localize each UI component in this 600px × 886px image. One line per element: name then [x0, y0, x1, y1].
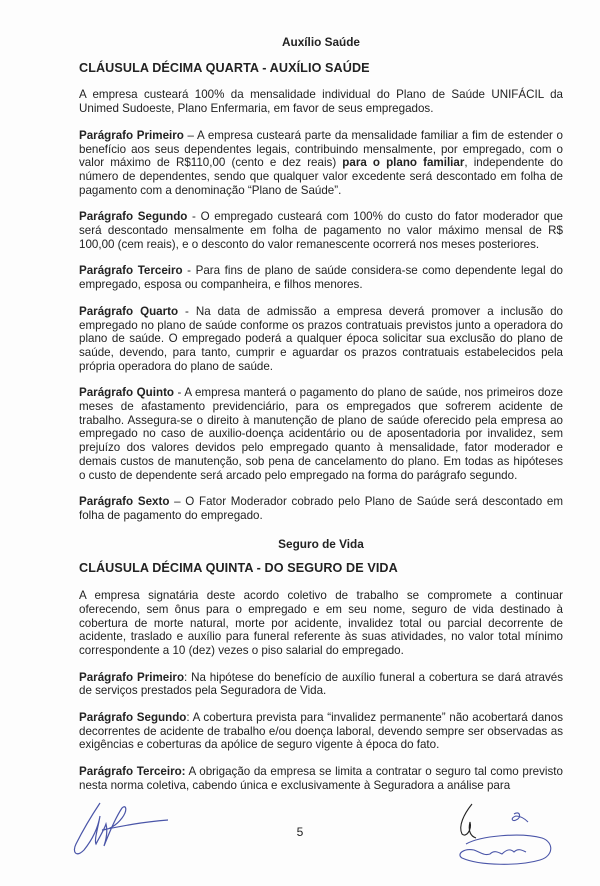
paragraph-label: Parágrafo Sexto: [79, 495, 170, 509]
page-number: 5: [296, 825, 304, 839]
paragraph-quinto: [79, 386, 563, 482]
section-title-seguro-de-vida: Seguro de Vida: [278, 536, 364, 551]
paragraph-segundo: [79, 210, 563, 251]
paragraph-segundo: [79, 711, 563, 752]
separator: -: [174, 386, 185, 400]
paragraph-label: Parágrafo Terceiro: [79, 264, 183, 278]
separator: :: [184, 670, 192, 684]
clause-intro: A empresa signatária deste acordo coletivo de trabalho se compromete a continuar oferecendo, sem ônus para o empregado e em seu nome, seguro de vida destinado à cobertura de morte natural, morte por acidente, invalidez total ou parcial decorrente de acidente, traslado e auxílio para funeral referente às suas atividades, no valor total mínimo correspondente a 10 (dez) vezes o piso salarial do empregado.: [79, 589, 563, 657]
paragraph-label: Parágrafo Segundo: [79, 711, 187, 725]
paragraph-label: Parágrafo Segundo: [79, 210, 188, 224]
clause-intro: A empresa custeará 100% da mensalidade individual do Plano de Saúde UNIFÁCIL da Unimed Sudoeste, Plano Enfermaria, em favor de seus empregados.: [79, 88, 563, 116]
paragraph-terceiro: [79, 264, 563, 291]
paragraph-text: , independente do número de dependentes, sendo que qualquer valor excedente será descontado em folha de pagamento com a denominação “Plano de Saúde”.: [79, 156, 563, 197]
paragraph-bold-text: para o plano familiar: [342, 156, 465, 170]
clause-title-decima-quinta: CLÁUSULA DÉCIMA QUINTA - DO SEGURO DE VIDA: [79, 561, 398, 576]
separator: -: [178, 304, 196, 318]
separator: –: [183, 128, 198, 142]
paragraph-text: Na data de admissão a empresa deverá promover a inclusão do empregado no plano de saúde conforme os prazos contratuais previstos junto a operadora do plano de saúde. O empregado poderá a qualquer época solicitar sua exclusão do plano de saúde, devendo, para tanto, cumprir e aguardar os prazos contratuais estabelecidos pela própria operadora do plano de saúde.: [79, 304, 563, 373]
paragraph-terceiro: [79, 765, 563, 792]
paragraph-text: A obrigação da empresa se limita a contratar o seguro tal como previsto nesta norma coletiva, cabendo única e exclusivamente à Seguradora a análise para: [79, 765, 563, 792]
separator: -: [182, 264, 196, 278]
section-title-auxilio-saude: Auxílio Saúde: [281, 35, 360, 49]
signature-right: [450, 800, 570, 870]
paragraph-text: A empresa manterá o pagamento do plano de saúde, nos primeiros doze meses de afastamento previdenciário, para os empregados que sofrerem acidente de trabalho. Assegura-se o direito à manutenção de plano de saúde oferecido pela empresa ao empregado no caso de auxilio-doença acidentário ou de aposentadoria por invalidez, sem prejuízo dos valores devidos pelo empregado quanto à mensalidade, fator moderador e demais custos de manutenção, sob pena de cancelamento do plano. Em todas as hipóteses o custo de dependente será arcado pelo empregado na forma do parágrafo segundo.: [79, 386, 563, 482]
paragraph-label: Parágrafo Primeiro: [79, 670, 185, 684]
paragraph-label: Parágrafo Quinto: [79, 386, 175, 400]
paragraph-label: Parágrafo Primeiro: [79, 128, 184, 142]
paragraph-text: Na hipótese do benefício de auxílio funeral a cobertura se dará através de serviços prestados pela Seguradora de Vida.: [79, 670, 563, 698]
paragraph-text: A empresa custeará parte da mensalidade familiar a fim de estender o benefício aos seus dependentes legais, contribuindo mensalmente, por empregado, com o valor máximo de R$110,00 (cento e dez reais): [79, 128, 564, 170]
document-body: [79, 36, 563, 806]
separator: :: [186, 711, 193, 725]
paragraph-text: A cobertura prevista para “invalidez permanente” não acobertará danos decorrentes de acidente de trabalho e/ou doença laboral, devendo sempre ser observadas as exigências e coberturas da apólice de seguro vigente à época do fato.: [79, 711, 563, 752]
paragraph-quarto: [79, 305, 563, 374]
paragraph-text: O Fator Moderador cobrado pelo Plano de Saúde será descontado em folha de pagamento do empregado.: [79, 495, 564, 522]
paragraph-sexto: [79, 495, 563, 522]
paragraph-text: O empregado custeará com 100% do custo do fator moderador que será descontado mensalmente em folha de pagamento no valor máximo mensal de R$ 100,00 (cem reais), e o desconto do valor remanescente ocorrerá nos meses posteriores.: [79, 210, 563, 251]
separator: -: [187, 210, 201, 224]
signature-left: [62, 800, 172, 862]
paragraph-text: Para fins de plano de saúde considera-se como dependente legal do empregado, esposa ou companheira, e filhos menores.: [79, 264, 563, 292]
clause-title-decima-quarta: CLÁUSULA DÉCIMA QUARTA - AUXÍLIO SAÚDE: [79, 60, 370, 75]
paragraph-label: Parágrafo Quarto: [79, 304, 179, 318]
paragraph-primeiro: [79, 129, 563, 198]
paragraph-label: Parágrafo Terceiro:: [79, 765, 186, 779]
separator: –: [169, 495, 186, 509]
paragraph-primeiro: [79, 671, 563, 698]
